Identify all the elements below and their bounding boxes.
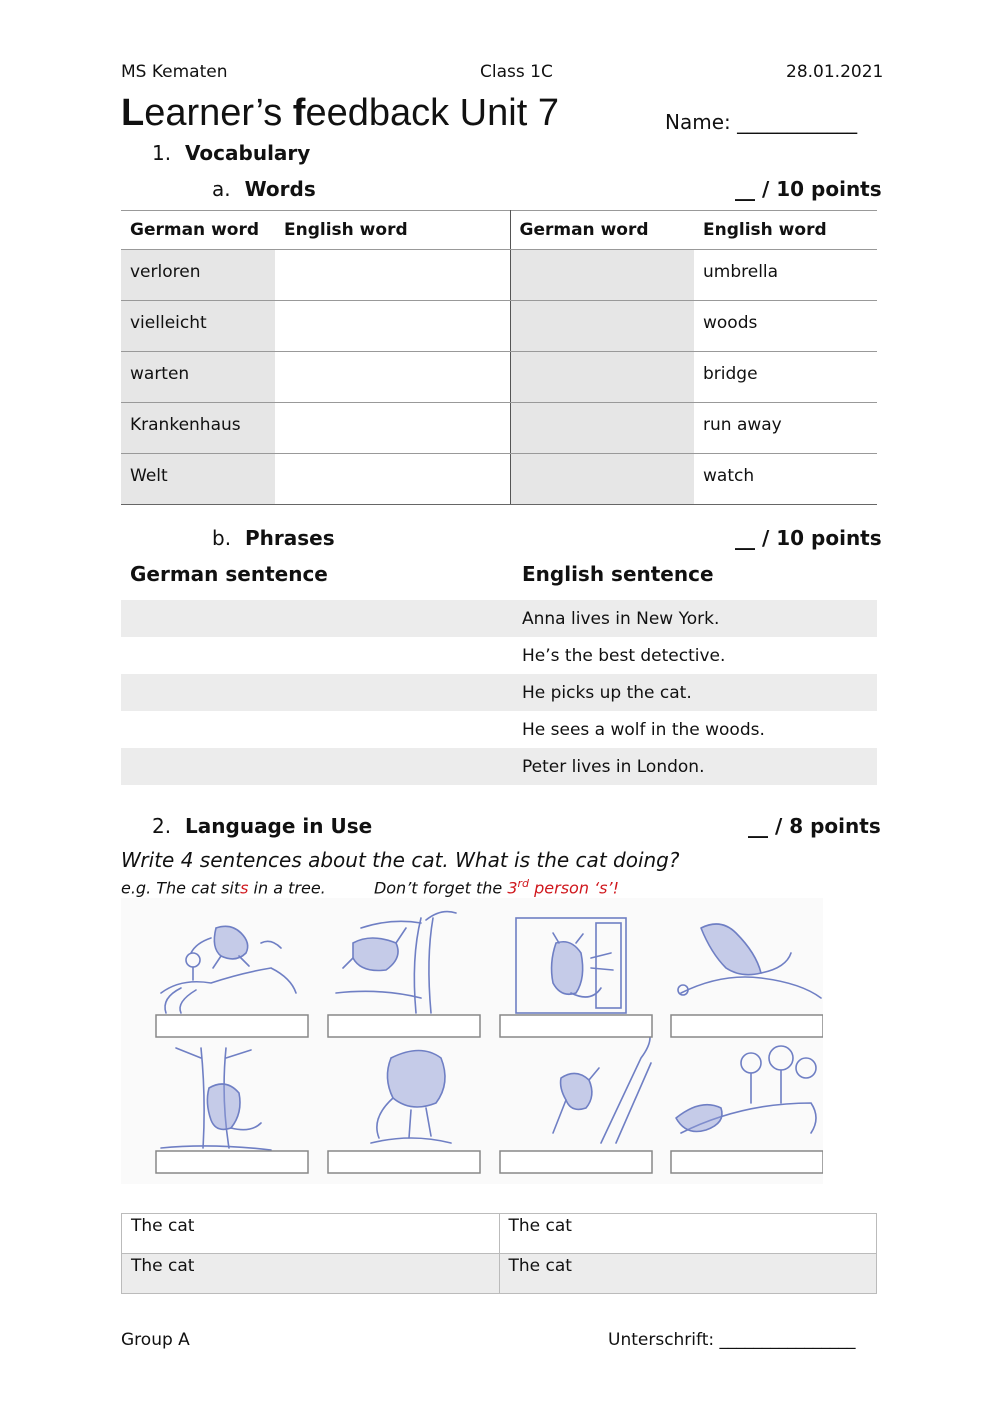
- english-sentence: He’s the best detective.: [522, 645, 726, 666]
- col-header: English word: [275, 211, 510, 250]
- col-header: German word: [510, 211, 694, 250]
- english-word: run away: [694, 403, 877, 454]
- answer-cell[interactable]: The cat: [499, 1214, 877, 1254]
- table-row: [122, 1214, 877, 1254]
- group-label: Group A: [121, 1330, 190, 1350]
- table-row[interactable]: [121, 674, 877, 711]
- example-line: e.g. The cat sits in a tree. Don’t forget the 3rd person ‘s’!: [121, 877, 619, 898]
- german-answer-cell[interactable]: [510, 454, 694, 505]
- table-row: [121, 301, 877, 352]
- english-answer-cell[interactable]: [275, 250, 510, 301]
- words-heading: a. Words: [212, 177, 316, 201]
- english-sentence-header: English sentence: [522, 562, 714, 586]
- class-label: Class 1C: [480, 62, 553, 82]
- cat-climbing-branch-illustration: [553, 1028, 651, 1143]
- german-word: warten: [121, 352, 275, 403]
- cat-pictures: [121, 898, 823, 1184]
- cat-doorway-illustration: [516, 918, 626, 1013]
- phrases-points: __ / 10 points: [735, 526, 882, 550]
- signature-field: Unterschrift: ________________: [608, 1330, 856, 1350]
- answer-cell[interactable]: The cat: [499, 1254, 877, 1294]
- german-word: Welt: [121, 454, 275, 505]
- phrases-table: [121, 600, 877, 785]
- table-row[interactable]: [121, 748, 877, 785]
- answer-cell[interactable]: The cat: [122, 1214, 500, 1254]
- english-answer-cell[interactable]: [275, 403, 510, 454]
- date-label: 28.01.2021: [786, 62, 884, 82]
- picture-answer-box: [671, 1015, 823, 1037]
- picture-answer-box: [500, 1015, 652, 1037]
- words-points: __ / 10 points: [735, 177, 882, 201]
- table-row[interactable]: [121, 600, 877, 637]
- name-field: Name: ____________: [665, 110, 858, 134]
- english-sentence: Anna lives in New York.: [522, 608, 720, 629]
- table-row: [121, 250, 877, 301]
- english-sentence: He sees a wolf in the woods.: [522, 719, 765, 740]
- picture-answer-box: [671, 1151, 823, 1173]
- school-name: MS Kematen: [121, 62, 228, 82]
- english-answer-cell[interactable]: [275, 352, 510, 403]
- section1-heading: 1. Vocabulary: [152, 141, 311, 165]
- cat-on-rock-illustration: [678, 924, 821, 998]
- cat-falling-illustration: [371, 1051, 451, 1144]
- instruction: Write 4 sentences about the cat. What is the cat doing?: [121, 848, 680, 872]
- english-word: woods: [694, 301, 877, 352]
- col-header: German word: [121, 211, 275, 250]
- english-sentence: Peter lives in London.: [522, 756, 705, 777]
- table-row[interactable]: [121, 711, 877, 748]
- table-row: [121, 454, 877, 505]
- german-answer-cell[interactable]: [510, 352, 694, 403]
- table-row: [122, 1254, 877, 1294]
- answer-table: [121, 1213, 877, 1294]
- english-word: umbrella: [694, 250, 877, 301]
- german-word: Krankenhaus: [121, 403, 275, 454]
- german-answer-cell[interactable]: [510, 301, 694, 352]
- german-sentence-header: German sentence: [130, 562, 328, 586]
- table-row: [121, 403, 877, 454]
- cat-jumping-illustration: [161, 926, 296, 1013]
- german-answer-cell[interactable]: [510, 250, 694, 301]
- picture-answer-box: [328, 1015, 480, 1037]
- table-row[interactable]: [121, 637, 877, 674]
- cat-hanging-illustration: [336, 912, 456, 1013]
- german-word: vielleicht: [121, 301, 275, 352]
- table-row: [121, 352, 877, 403]
- english-answer-cell[interactable]: [275, 301, 510, 352]
- english-answer-cell[interactable]: [275, 454, 510, 505]
- cat-climbing-trunk-illustration: [161, 1048, 271, 1150]
- col-header: English word: [694, 211, 877, 250]
- english-sentence: He picks up the cat.: [522, 682, 692, 703]
- picture-answer-box: [500, 1151, 652, 1173]
- page-title: Learner’s feedback Unit 7: [121, 92, 559, 134]
- section2-heading: 2. Language in Use: [152, 814, 373, 838]
- german-word: verloren: [121, 250, 275, 301]
- answer-cell[interactable]: The cat: [122, 1254, 500, 1294]
- picture-answer-box: [156, 1015, 308, 1037]
- cat-on-log-illustration: [676, 1046, 816, 1133]
- words-table: [121, 210, 877, 505]
- english-word: bridge: [694, 352, 877, 403]
- section2-points: __ / 8 points: [748, 814, 881, 838]
- english-word: watch: [694, 454, 877, 505]
- picture-answer-box: [156, 1151, 308, 1173]
- picture-answer-box: [328, 1151, 480, 1173]
- phrases-heading: b. Phrases: [212, 526, 335, 550]
- german-answer-cell[interactable]: [510, 403, 694, 454]
